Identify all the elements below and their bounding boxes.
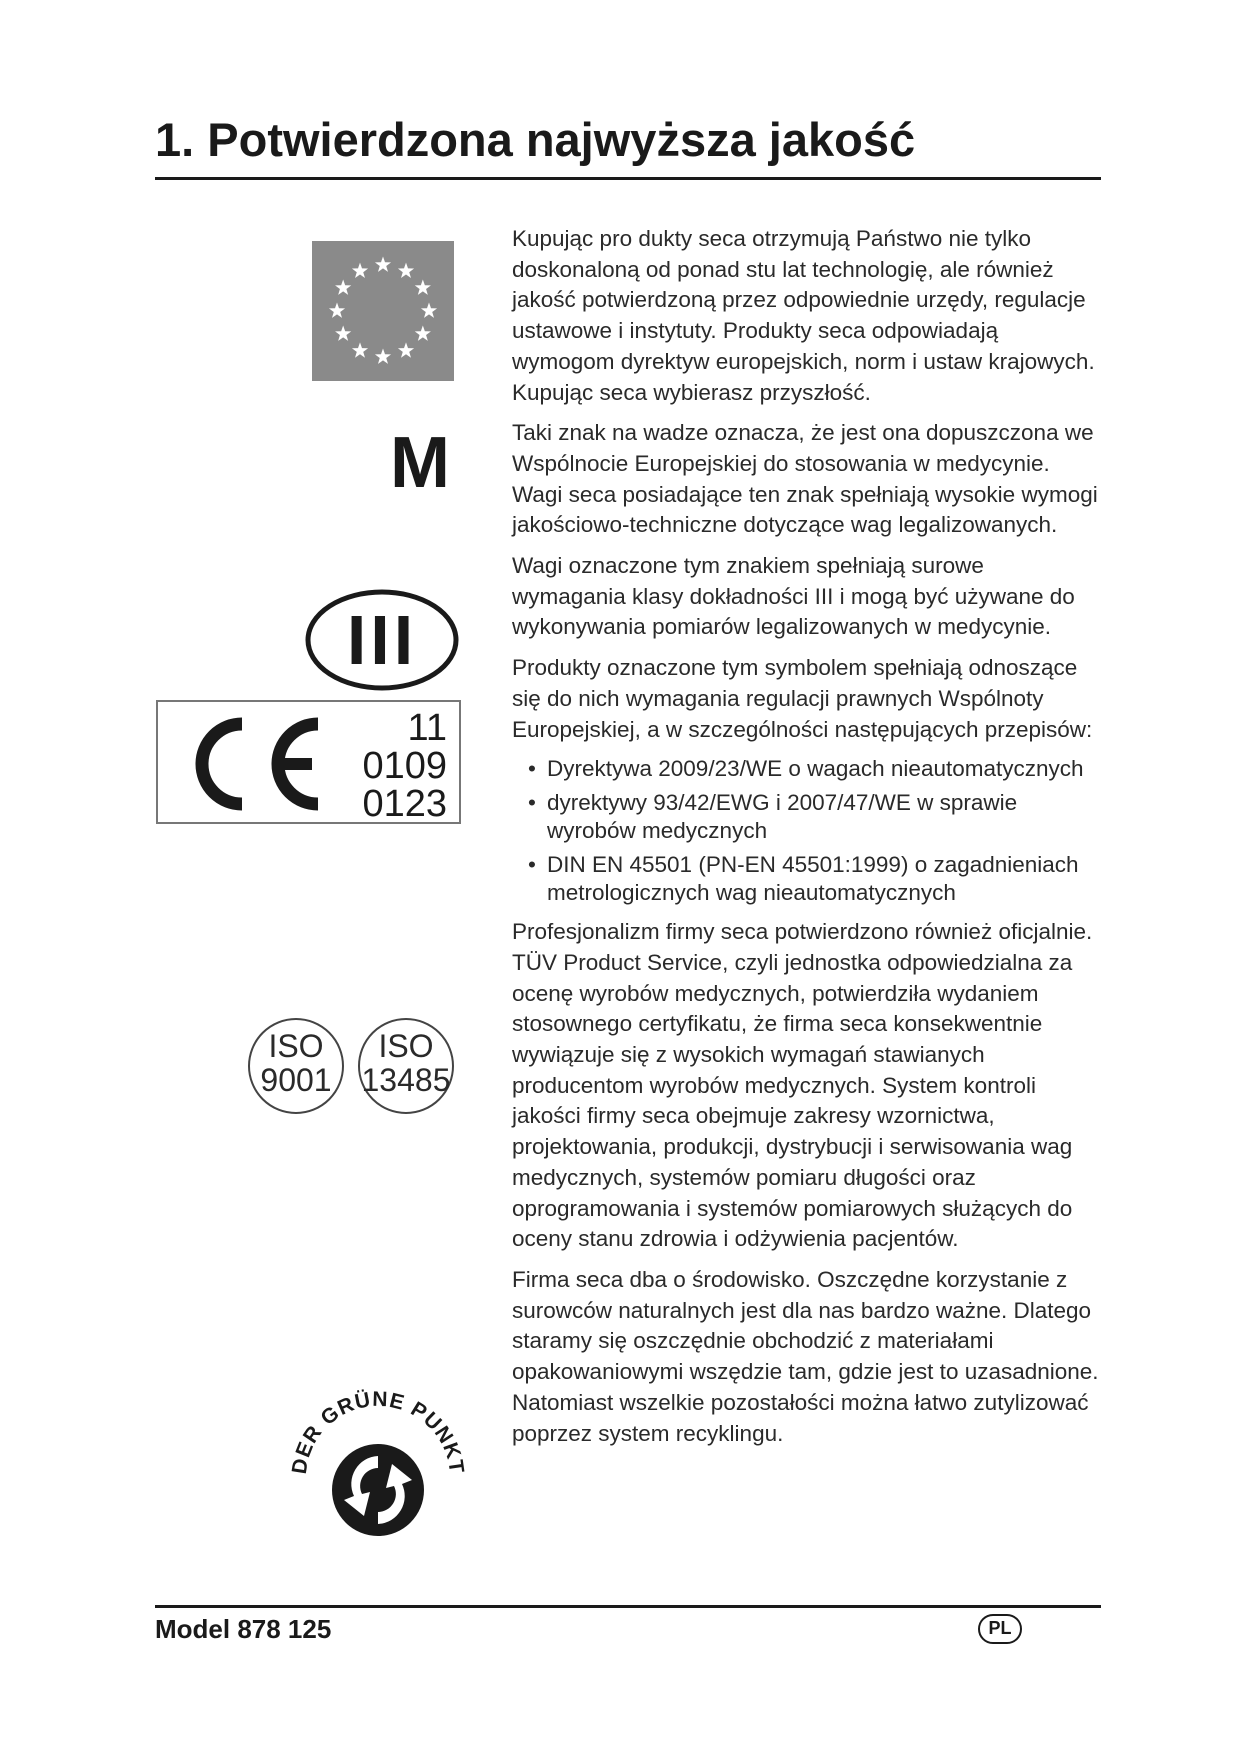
footer-divider <box>155 1605 1101 1608</box>
ce-mark-icon <box>180 716 330 812</box>
ce-number-1: 11 <box>407 707 447 749</box>
paragraph-class-iii: Wagi oznaczone tym znakiem spełniają surowe wymagania klasy dokładności III i mogą być używane do wykonywania pomiarów legalizowanych w medycynie. <box>512 553 1075 640</box>
list-item <box>512 755 1102 783</box>
gruene-punkt-text: DER GRÜNE PUNKT <box>287 1387 468 1476</box>
metrology-m-label: M <box>390 425 450 495</box>
iso-9001-badge <box>248 1018 344 1114</box>
bullet-symbol: • <box>528 852 536 878</box>
list-item <box>512 851 1102 907</box>
bullet-symbol: • <box>528 790 536 816</box>
list-item-text: DIN EN 45501 (PN-EN 45501:1999) o zagadnieniach metrologicznych wag nieautomatycznych <box>547 852 1079 906</box>
list-item-text: Dyrektywa 2009/23/WE o wagach nieautomatycznych <box>547 756 1084 782</box>
iso-13485-top: ISO <box>378 1028 434 1064</box>
paragraph-intro: Kupując pro dukty seca otrzymują Państwo nie tylko doskonaloną od ponad stu lat technologię, ale również jakość potwierdzoną przez odpowiednie urzędy, regulacje ustawowe i instytuty. Produkty seca odpowiadają wymogom dyrektyw europejskich, norm i ustaw krajowych. Kupując seca wybierasz przyszłość. <box>512 226 1095 405</box>
bullet-symbol: • <box>528 756 536 782</box>
accuracy-class-label: III <box>346 601 418 679</box>
list-item-text: dyrektywy 93/42/EWG i 2007/47/WE w sprawie wyrobów medycznych <box>547 790 1018 844</box>
accuracy-class-iii-icon <box>304 588 460 692</box>
iso-13485-bottom: 13485 <box>361 1062 451 1098</box>
paragraph-m-mark: Taki znak na wadze oznacza, że jest ona dopuszczona we Wspólnocie Europejskiej do stosowania w medycynie. Wagi seca posiadające ten znak spełniają wysokie wymogi jakościowo-techniczne dotyczące wag legalizowanych. <box>512 420 1098 538</box>
iso-13485-badge <box>358 1018 454 1114</box>
list-item <box>512 789 1102 845</box>
paragraph-iso: Profesjonalizm firmy seca potwierdzono również oficjalnie. TÜV Product Service, czyli jednostka odpowiedzialna za ocenę wyrobów medycznych, potwierdziła wydaniem stosownego certyfikatu, że firma seca konsekwentnie wywiązuje się z wysokich wymagań stawianych producentom wyrobów medycznych. System kontroli jakości firmy seca obejmuje zakresy wzornictwa, projektowania, produkcji, dystrybucji i serwisowania wag medycznych, systemów pomiaru długości oraz oprogramowania i systemów pomiarowych służących do oceny stanu zdrowia i odżywienia pacjentów. <box>512 919 1093 1252</box>
paragraph-ce-mark: Produkty oznaczone tym symbolem spełniają odnoszące się do nich wymagania regulacji prawnych Wspólnoty Europejskiej, a w szczególności następujących przepisów: <box>512 655 1093 742</box>
footer-model: Model 878 125 <box>155 1614 332 1644</box>
title-divider <box>155 177 1101 180</box>
gruene-punkt-icon <box>284 1370 468 1540</box>
iso-9001-top: ISO <box>268 1028 324 1064</box>
ce-mark-box <box>156 700 461 824</box>
language-badge: PL <box>978 1614 1022 1644</box>
paragraph-environment: Firma seca dba o środowisko. Oszczędne korzystanie z surowców naturalnych jest dla nas bardzo ważne. Dlatego staramy się oszczędnie obchodzić z materiałami opakowaniowymi wszędzie tam, gdzie jest to uzasadnione. Natomiast wszelkie pozostałości można łatwo zutylizować poprzez system recyklingu. <box>512 1266 1099 1446</box>
iso-9001-bottom: 9001 <box>260 1062 332 1098</box>
ce-number-2: 0109 <box>362 745 447 787</box>
page-title: 1. Potwierdzona najwyższa jakość <box>155 113 916 166</box>
metrology-m-mark <box>380 425 460 495</box>
regulations-list <box>512 755 1102 907</box>
main-text-column <box>512 224 1102 1459</box>
eu-flag-icon <box>312 241 454 381</box>
ce-number-3: 0123 <box>362 783 447 825</box>
